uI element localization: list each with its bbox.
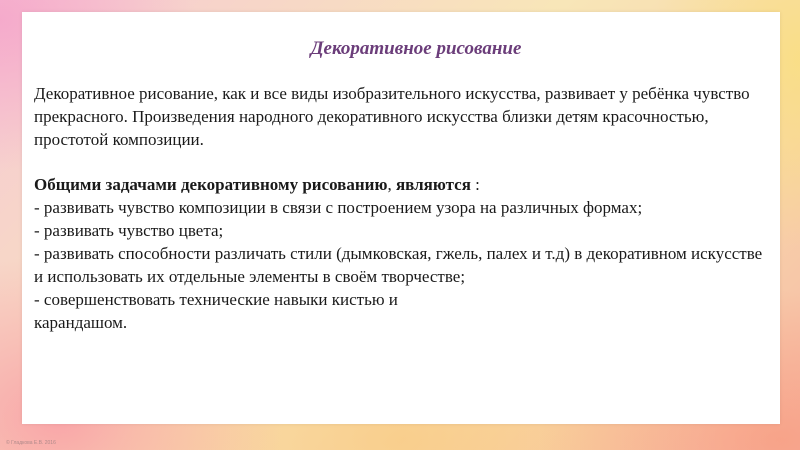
tasks-heading-sep: , [387, 175, 396, 194]
tasks-heading [34, 173, 770, 196]
slide-title: Декоративное рисование [310, 38, 522, 59]
task-item: - совершенствовать технические навыки кистью и [34, 290, 398, 309]
slide-panel [22, 12, 780, 424]
paragraph-spacer [34, 151, 770, 173]
task-item: - развивать способности различать стили (дымковская, гжель, палех и т.д) в декоративном искусстве и использовать их отдельные элементы в своём творчестве; [34, 244, 763, 286]
task-item: - развивать чувство цвета; [34, 221, 224, 240]
slide-body [34, 82, 770, 334]
tasks-heading-bold: Общими задачами декоративному рисованию [34, 175, 388, 194]
task-item: - развивать чувство композиции в связи с построением узора на различных формах; [34, 198, 643, 217]
intro-paragraph: Декоративное рисование, как и все виды изобразительного искусства, развивает у ребёнка чувство прекрасного. Произведения народного декоративного искусства близки детям красочностью, простотой композиции. [34, 84, 750, 149]
tasks-heading-tail: : [470, 175, 480, 194]
copyright-note: © Гладкова Е.В. 2016 [6, 440, 56, 446]
tasks-heading-bold2: являются [395, 175, 471, 194]
task-item-continuation: карандашом. [34, 313, 128, 332]
